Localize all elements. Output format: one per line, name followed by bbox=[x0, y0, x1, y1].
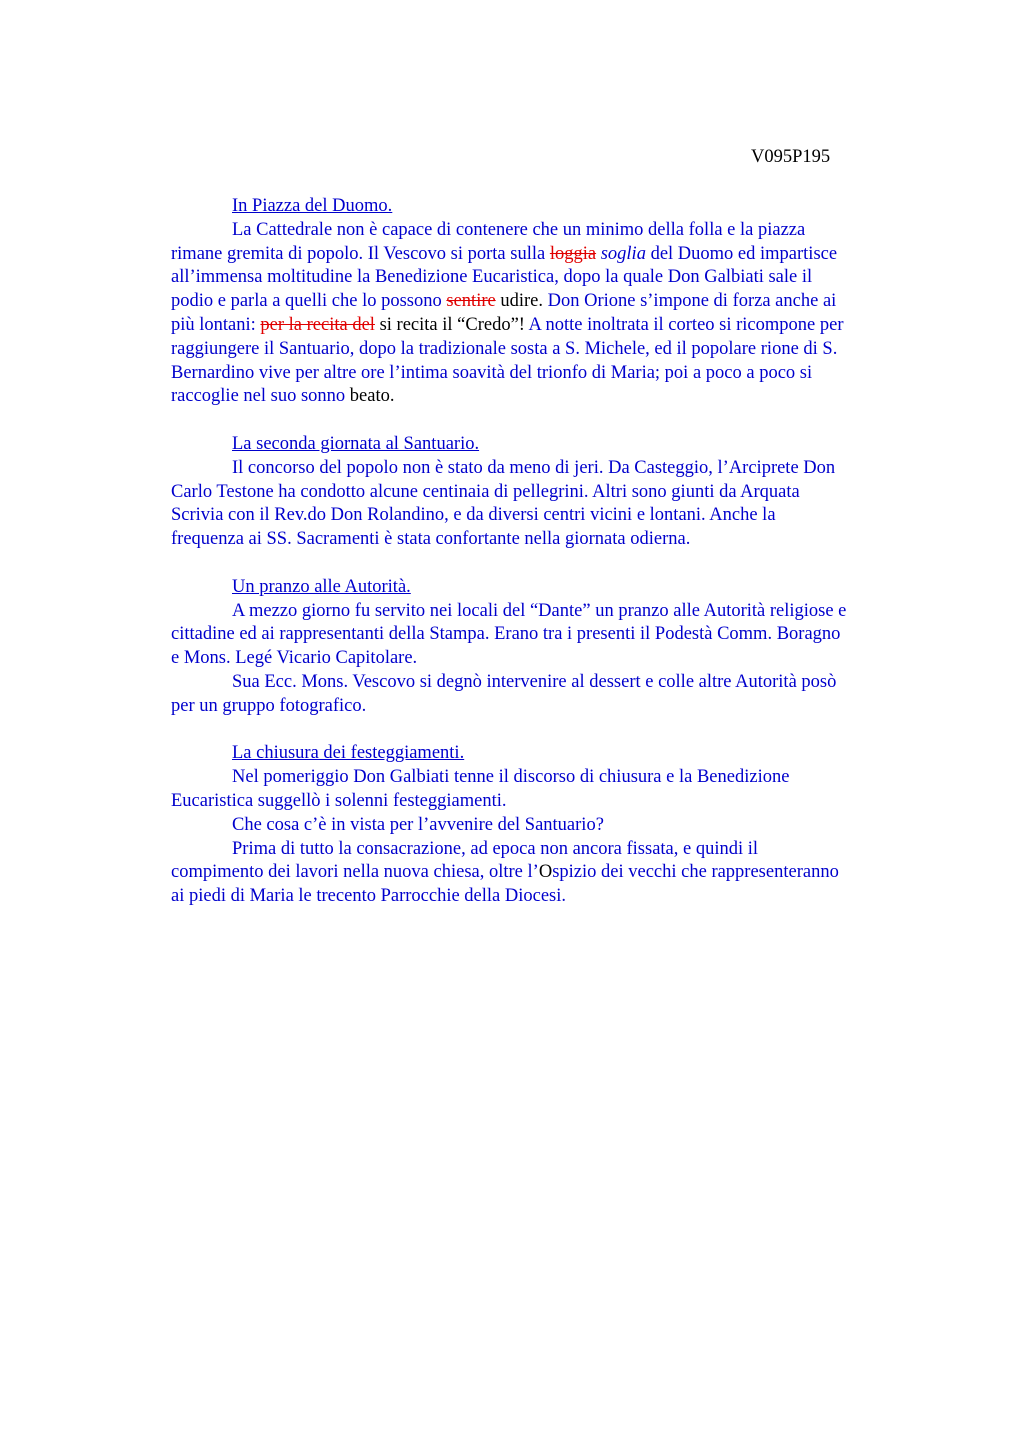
original-word: udire. bbox=[500, 291, 543, 312]
blank-line bbox=[171, 409, 931, 433]
text-line: Scrivia con il Rev.do Don Rolandino, e da diversi centri vicini e lontani. Anche la bbox=[171, 505, 776, 526]
text-line: per un gruppo fotografico. bbox=[171, 695, 367, 716]
text-line: Nel pomeriggio Don Galbiati tenne il discorso di chiusura e la Benedizione bbox=[232, 767, 790, 788]
text-line: ai piedi di Maria le trecento Parrocchie della Diocesi. bbox=[171, 886, 567, 907]
text-span: podio e parla a quelli che lo possono bbox=[171, 291, 447, 312]
text-line: La Cattedrale non è capace di contenere che un minimo della folla e la piazza bbox=[232, 219, 806, 240]
section-heading-pranzo: Un pranzo alle Autorità. bbox=[232, 576, 411, 597]
text-span: spizio dei vecchi che rappresenteranno bbox=[552, 862, 839, 883]
text-line bbox=[171, 290, 931, 314]
text-span: A notte inoltrata il corteo si ricompone per bbox=[524, 314, 844, 335]
document-body bbox=[171, 195, 931, 909]
text-line: Eucaristica suggellò i solenni festeggiamenti. bbox=[171, 790, 507, 811]
text-span: raccoglie nel suo sonno bbox=[171, 386, 350, 407]
blank-line bbox=[171, 552, 931, 576]
text-line: e Mons. Legé Vicario Capitolare. bbox=[171, 648, 418, 669]
text-span: compimento dei lavori nella nuova chiesa, oltre l’ bbox=[171, 862, 539, 883]
blank-line bbox=[171, 719, 931, 743]
section-heading-seconda-giornata: La seconda giornata al Santuario. bbox=[232, 433, 480, 454]
text-line: Sua Ecc. Mons. Vescovo si degnò intervenire al dessert e colle altre Autorità posò bbox=[232, 671, 837, 692]
original-letter: O bbox=[538, 862, 553, 883]
text-line: cittadine ed ai rappresentanti della Stampa. Erano tra i presenti il Podestà Comm. Boragno bbox=[171, 624, 841, 645]
text-line: raggiungere il Santuario, dopo la tradizionale sosta a S. Michele, ed il popolare rione di S. bbox=[171, 338, 838, 359]
text-line: Prima di tutto la consacrazione, ad epoca non ancora fissata, e quindi il bbox=[232, 838, 759, 859]
text-line: Il concorso del popolo non è stato da meno di jeri. Da Casteggio, l’Arciprete Don bbox=[232, 457, 836, 478]
inserted-word: soglia bbox=[600, 243, 646, 264]
text-span: del Duomo ed impartisce bbox=[645, 243, 838, 264]
text-span: rimane gremita di popolo. Il Vescovo si porta sulla bbox=[171, 243, 550, 264]
text-span: più lontani: bbox=[171, 314, 261, 335]
original-word: beato. bbox=[349, 386, 395, 407]
text-line: Carlo Testone ha condotto alcune centinaia di pellegrini. Altri sono giunti da Arquata bbox=[171, 481, 800, 502]
text-line: Che cosa c’è in vista per l’avvenire del Santuario? bbox=[232, 814, 604, 835]
text-line bbox=[171, 861, 931, 885]
text-line: Bernardino vive per altre ore l’intima soavità del trionfo di Maria; poi a poco a poco si bbox=[171, 362, 813, 383]
text-line: A mezzo giorno fu servito nei locali del “Dante” un pranzo alle Autorità religiose e bbox=[232, 600, 847, 621]
section-heading-chiusura: La chiusura dei festeggiamenti. bbox=[232, 743, 465, 764]
deleted-phrase: per la recita del bbox=[260, 314, 375, 335]
text-line bbox=[171, 385, 931, 409]
text-line bbox=[171, 243, 931, 267]
section-heading-piazza-duomo: In Piazza del Duomo. bbox=[232, 196, 393, 216]
text-line bbox=[171, 314, 931, 338]
deleted-word: loggia bbox=[549, 243, 597, 264]
text-span: Don Orione s’impone di forza anche ai bbox=[542, 291, 837, 312]
page-identifier: V095P195 bbox=[751, 147, 831, 167]
deleted-word: sentire bbox=[446, 291, 496, 312]
text-line: all’immensa moltitudine la Benedizione Eucaristica, dopo la quale Don Galbiati sale il bbox=[171, 267, 813, 288]
text-line: frequenza ai SS. Sacramenti è stata confortante nella giornata odierna. bbox=[171, 529, 691, 550]
original-phrase: si recita il “Credo”! bbox=[379, 314, 525, 335]
